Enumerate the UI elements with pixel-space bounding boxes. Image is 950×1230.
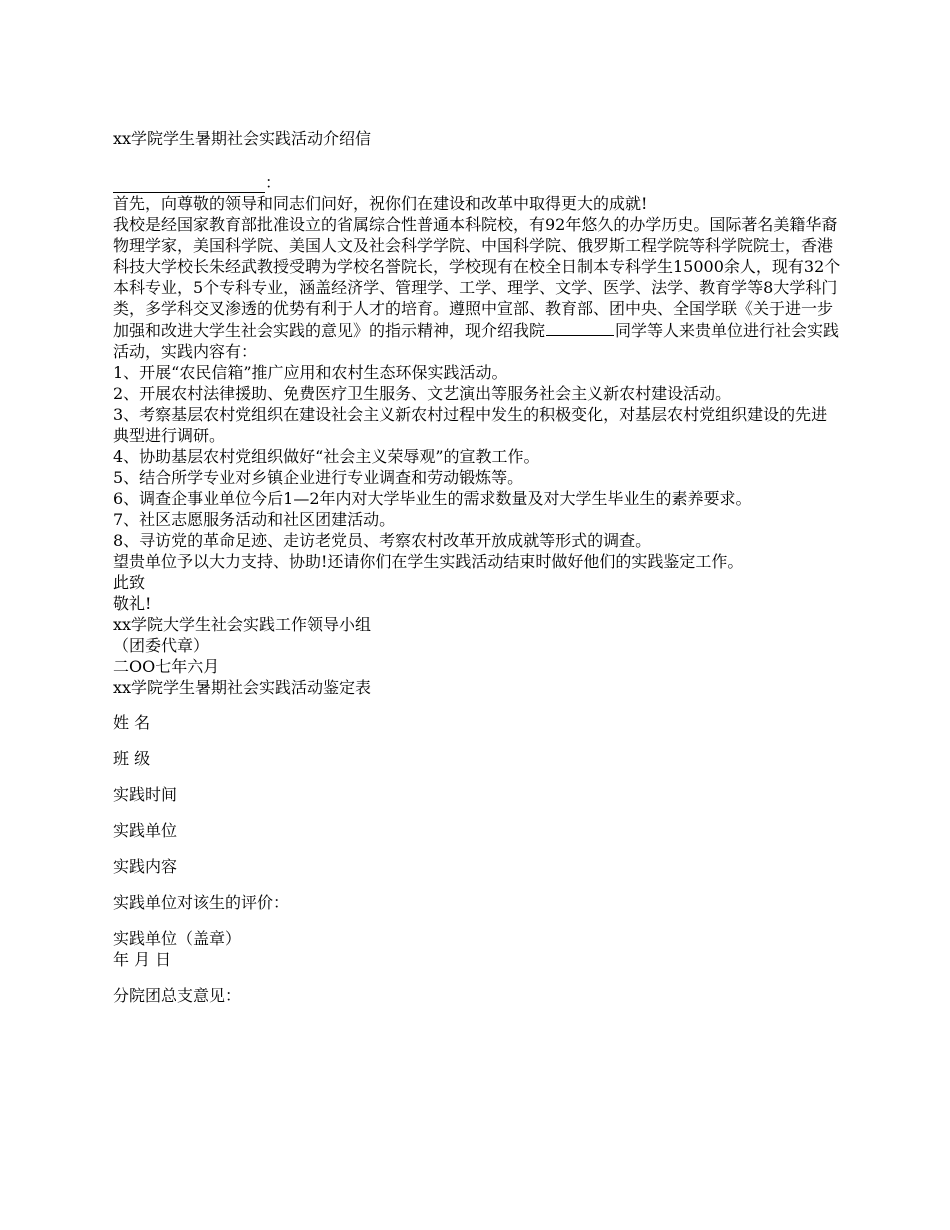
form-field-content: 实践内容 (113, 857, 178, 876)
salutation-colon: ： (265, 173, 282, 192)
form-field-name: 姓 名 (113, 713, 151, 732)
recipient-blank (113, 175, 265, 193)
seal-note: （团委代章） (113, 636, 210, 655)
student-name-blank (546, 319, 614, 336)
form-field-branch-opinion: 分院团总支意见： (113, 986, 242, 1005)
signer: xx学院大学生社会实践工作领导小组 (113, 615, 372, 634)
form-field-time: 实践时间 (113, 785, 178, 804)
practice-item-1: 1、开展“农民信箱”推广应用和农村生态环保实践活动。 (113, 363, 508, 382)
form-field-class: 班 级 (113, 749, 151, 768)
letter-title: xx学院学生暑期社会实践活动介绍信 (113, 129, 372, 148)
closing-cizhi: 此致 (113, 573, 146, 592)
form-field-evaluation: 实践单位对该生的评价： (113, 893, 290, 912)
salutation-line (113, 172, 843, 193)
practice-item-3: 3、考察基层农村党组织在建设社会主义新农村过程中发生的积极变化，对基层农村党组织建设的先进典型进行调研。 (113, 405, 828, 445)
closing-jingli: 敬礼! (113, 594, 152, 613)
practice-item-5: 5、结合所学专业对乡镇企业进行专业调查和劳动锻炼等。 (113, 468, 524, 487)
form-field-date: 年 月 日 (113, 950, 172, 969)
intro-text-part2: 同学等人来贵单位进行社会实践活动，实践内容有： (113, 321, 840, 361)
intro-paragraph (113, 214, 843, 362)
greeting-paragraph: 首先，向尊敬的领导和同志们问好，祝你们在建设和改革中取得更大的成就! (113, 194, 648, 213)
document-page (113, 128, 843, 1006)
letter-date: 二OO七年六月 (113, 657, 220, 676)
request-paragraph: 望贵单位予以大力支持、协助!还请你们在学生实践活动结束时做好他们的实践鉴定工作。 (113, 552, 744, 571)
intro-text-part1: 我校是经国家教育部批准设立的省属综合性普通本科院校，有92年悠久的办学历史。国际著名美籍华裔物理学家，美国科学院、美国人文及社会科学学院、中国科学院、俄罗斯工程学院等科学院院士，香港科技大学校长朱经武教授受聘为学校名誉院长，学校现有在校全日制本专科学生15000余人，现有32个本科专业，5个专科专业，涵盖经济学、管理学、工学、理学、文学、医学、法学、教育学等8大学科门类，多学科交叉渗透的优势有利于人才的培育。遵照中宣部、教育部、团中央、全国学联《关于进一步加强和改进大学生社会实践的意见》的指示精神，现介绍我院 (113, 215, 841, 340)
form-title: xx学院学生暑期社会实践活动鉴定表 (113, 678, 372, 697)
practice-item-8: 8、寻访党的革命足迹、走访老党员、考察农村改革开放成就等形式的调查。 (113, 531, 652, 550)
form-field-unit-seal: 实践单位（盖章） (113, 929, 242, 948)
practice-item-6: 6、调查企事业单位今后1—2年内对大学毕业生的需求数量及对大学生毕业生的素养要求。 (113, 489, 752, 508)
practice-item-2: 2、开展农村法律援助、免费医疗卫生服务、文艺演出等服务社会主义新农村建设活动。 (113, 384, 732, 403)
form-field-unit: 实践单位 (113, 821, 178, 840)
practice-item-4: 4、协助基层农村党组织做好“社会主义荣辱观”的宣教工作。 (113, 447, 540, 466)
practice-item-7: 7、社区志愿服务活动和社区团建活动。 (113, 510, 396, 529)
